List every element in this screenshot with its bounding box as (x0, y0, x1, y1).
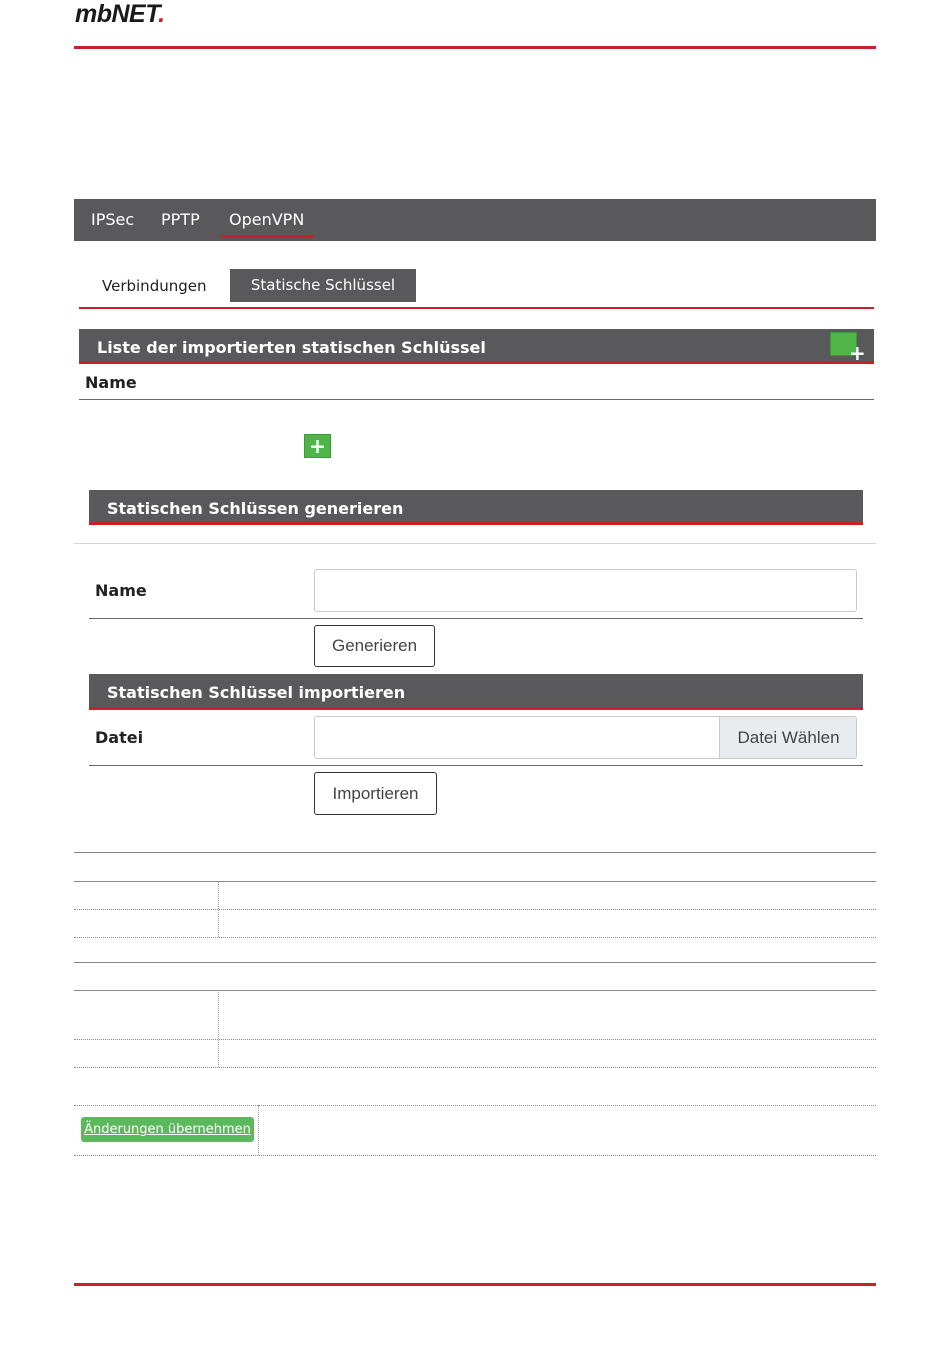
subtab-verbindungen[interactable]: Verbindungen (102, 277, 207, 295)
table-divider (79, 399, 874, 400)
subtab-statische-schluessel[interactable]: Statische Schlüssel (230, 269, 416, 302)
key-list-header (79, 329, 874, 364)
apply-changes-button[interactable]: Änderungen übernehmen (81, 1117, 254, 1142)
subtab-divider (79, 307, 874, 309)
vpn-tabbar (74, 199, 876, 241)
key-list-title: Liste der importierten statischen Schlüssel (97, 338, 486, 357)
generate-header (89, 490, 863, 525)
plus-icon: + (849, 341, 866, 365)
table-line (74, 937, 876, 938)
table-line (74, 1105, 876, 1106)
table-column-line (258, 1105, 259, 1155)
column-header-name: Name (85, 373, 137, 392)
tab-ipsec[interactable]: IPSec (91, 210, 135, 229)
row-divider (89, 618, 863, 619)
table-line (74, 962, 876, 963)
import-file-input[interactable] (314, 716, 857, 759)
generate-name-input[interactable] (314, 569, 857, 612)
import-file-label: Datei (95, 728, 144, 747)
table-line (74, 1039, 876, 1040)
table-line (74, 1155, 876, 1156)
logo: mbNET. (75, 0, 165, 28)
table-line (74, 881, 876, 882)
table-line (74, 909, 876, 910)
import-button[interactable]: Importieren (314, 772, 437, 815)
section-divider (74, 543, 876, 544)
add-key-button[interactable] (830, 332, 866, 365)
header-divider (74, 46, 876, 49)
tab-openvpn[interactable]: OpenVPN (229, 210, 305, 229)
generate-button[interactable]: Generieren (314, 625, 435, 667)
table-column-line (218, 881, 219, 937)
generate-title: Statischen Schlüssen generieren (107, 499, 404, 518)
choose-file-button[interactable]: Datei Wählen (719, 717, 857, 758)
add-key-inline-button[interactable] (304, 434, 331, 458)
table-line (74, 990, 876, 991)
import-header (89, 674, 863, 710)
table-line (74, 1067, 876, 1068)
plus-icon: + (309, 434, 326, 458)
row-divider (89, 765, 863, 766)
table-column-line (218, 990, 219, 1067)
table-line (74, 852, 876, 853)
import-title: Statischen Schlüssel importieren (107, 683, 406, 702)
generate-name-label: Name (95, 581, 147, 600)
tab-pptp[interactable]: PPTP (161, 210, 200, 229)
footer-divider (74, 1283, 876, 1286)
